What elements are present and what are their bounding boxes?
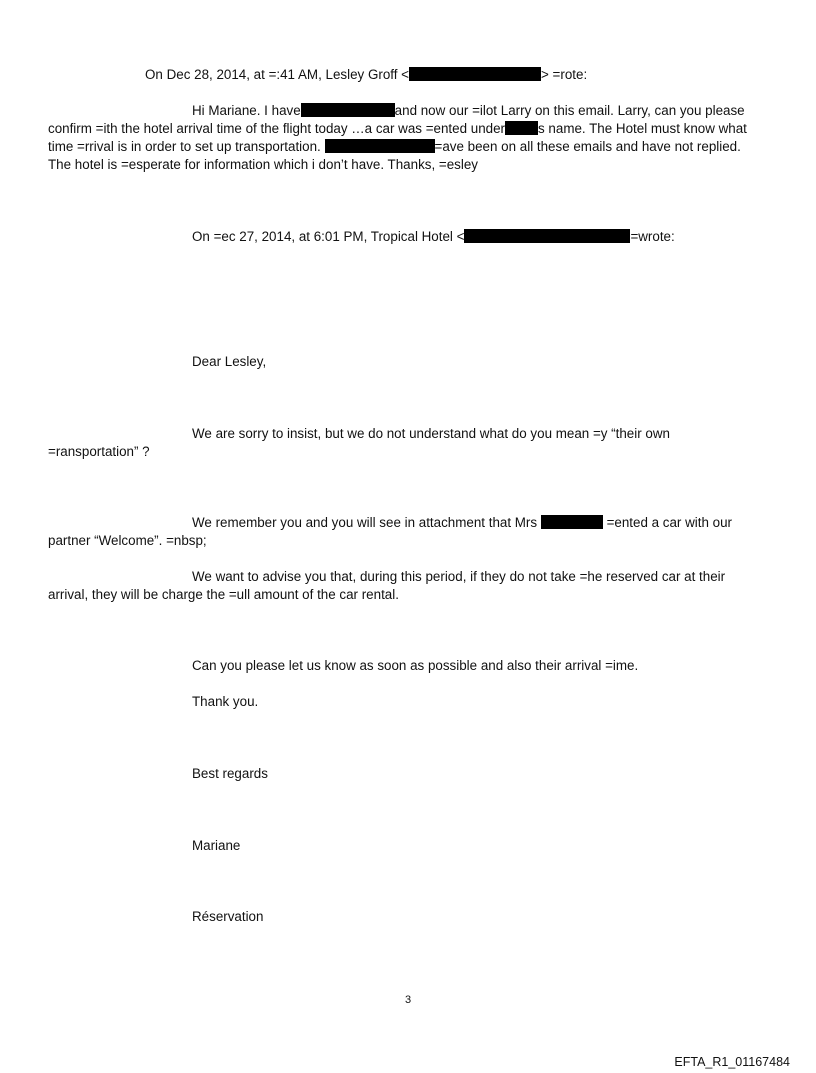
body-line: We are sorry to insist, but we do not understand what do you mean =y “their own: [192, 426, 670, 441]
redaction-block: [325, 139, 435, 153]
body-line: [48, 138, 741, 156]
redaction-block: [505, 121, 538, 135]
redaction-block: [301, 103, 395, 117]
document-id: EFTA_R1_01167484: [674, 1055, 790, 1069]
body-text: =ented a car with our: [606, 515, 732, 530]
body-text: time =rrival is in order to set up transportation.: [48, 139, 321, 154]
body-text: =ave been on all these emails and have not replied.: [434, 139, 741, 154]
body-line: [192, 102, 745, 120]
body-line: partner “Welcome”. =nbsp;: [48, 533, 207, 548]
body-line: =ransportation” ?: [48, 444, 150, 459]
sign-off: Best regards: [192, 766, 268, 781]
thanks-line: Thank you.: [192, 694, 259, 709]
header-line: [145, 66, 587, 84]
signature-role: Réservation: [192, 909, 264, 924]
body-text: s name. The Hotel must know what: [538, 121, 747, 136]
body-text: and now our =ilot Larry on this email. Larry, can you please: [394, 103, 745, 118]
body-text: Hi Mariane. I have: [192, 103, 301, 118]
body-line: The hotel is =esperate for information which i don’t have. Thanks, =esley: [48, 157, 478, 172]
header-text: On Dec 28, 2014, at =:41 AM, Lesley Groff <: [145, 67, 410, 82]
header-text-end: > =rote:: [541, 67, 588, 82]
body-line: [48, 120, 747, 138]
signature-name: Mariane: [192, 838, 241, 853]
redaction-block: [541, 515, 603, 529]
body-line: We want to advise you that, during this period, if they do not take =he reserved car at their: [192, 569, 726, 584]
body-line: Can you please let us know as soon as possible and also their arrival =ime.: [192, 658, 639, 673]
body-line: arrival, they will be charge the =ull amount of the car rental.: [48, 587, 399, 602]
body-text: We remember you and you will see in attachment that Mrs: [192, 515, 538, 530]
redaction-block: [464, 229, 630, 243]
quote-header-text: On =ec 27, 2014, at 6:01 PM, Tropical Hotel <: [192, 229, 465, 244]
quote-header-text-end: =wrote:: [630, 229, 675, 244]
quote-header-line: [192, 228, 675, 246]
body-text: confirm =ith the hotel arrival time of the flight today …a car was =ented under: [48, 121, 506, 136]
page-number: 3: [404, 994, 412, 1006]
greeting: Dear Lesley,: [192, 354, 267, 369]
body-line: [192, 514, 732, 532]
redaction-block: [409, 67, 541, 81]
